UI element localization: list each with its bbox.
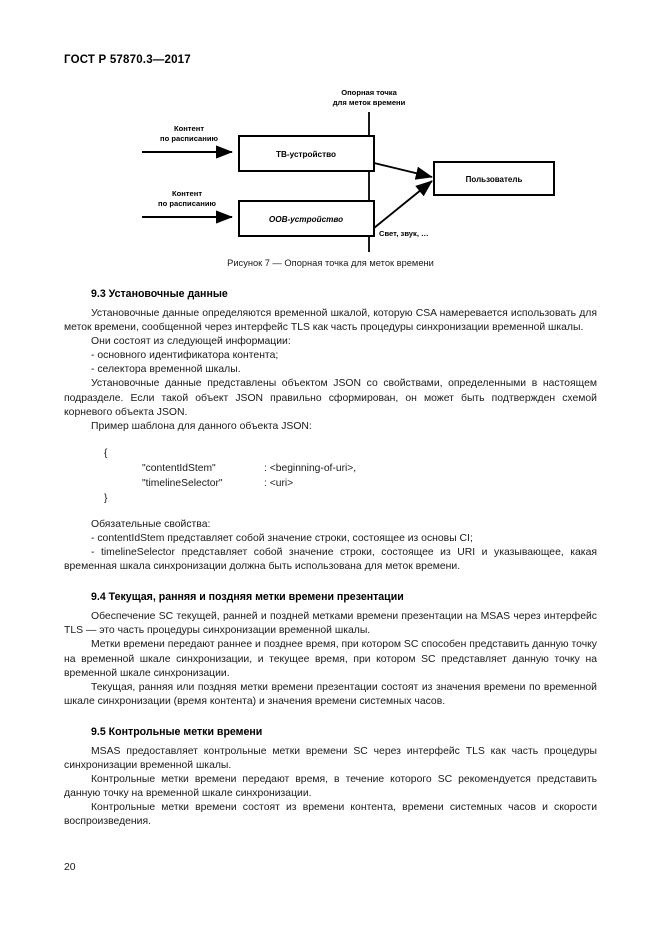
json-line-content-id-stem — [64, 461, 597, 476]
figure-7-diagram — [64, 84, 597, 254]
json-key-content-id-stem: "contentIdStem" — [142, 462, 216, 474]
json-template-block — [64, 446, 597, 506]
json-value-content-id-stem: : <beginning-of-uri>, — [264, 462, 357, 474]
heading-9-3: 9.3 Установочные данные — [91, 288, 228, 300]
figure-7-caption: Рисунок 7 — Опорная точка для меток времени — [227, 258, 434, 268]
json-open-brace: { — [104, 447, 108, 459]
paragraph-9-4-3: Текущая, ранняя или поздняя метки времени презентации состоят из значения времени по временной шкале синхронизации (время контента) и значения времени системных часов. — [64, 681, 597, 707]
paragraph-9-5-2: Контрольные метки времени передают время, в течение которого SC рекомендуется представить данную точку на временной шкале синхронизации. — [64, 774, 597, 800]
list-item-content-id-stem-desc: - contentIdStem представляет собой значение строки, состоящее из основы CI; — [91, 532, 473, 544]
paragraph-9-4-1: Обеспечение SC текущей, ранней и поздней метками времени презентации на MSAS через интерфейс TLS — это часть процедуры синхронизации временной шкалы. — [64, 611, 597, 637]
arrow-tv-to-user — [374, 163, 432, 177]
body-text — [64, 288, 597, 829]
json-key-timeline-selector: "timelineSelector" — [142, 477, 223, 489]
json-close-brace: } — [104, 492, 108, 504]
paragraph-9-4-2: Метки времени передают раннее и позднее время, при котором SC способен представить данную точку на временной шкале синхронизации, и текущее время, при котором SC представляет данную точку на временной шкале синхронизации. — [64, 639, 597, 679]
json-line-timeline-selector — [64, 476, 597, 491]
paragraph-9-3-4: Пример шаблона для данного объекта JSON: — [91, 420, 312, 432]
json-line-close — [64, 491, 597, 506]
input-top-label-line2: по расписанию — [160, 134, 218, 143]
page-number: 20 — [64, 862, 76, 873]
paragraph-required-properties: Обязательные свойства: — [91, 518, 211, 530]
input-bottom-label-line1: Контент — [171, 189, 203, 198]
arrow-oob-to-user — [374, 181, 432, 228]
list-item-timeline-selector-desc: - timelineSelector представляет собой значение строки, состоящее из URI и указывающее, какая временная шкала синхронизации должна быть использована для меток времени. — [64, 547, 597, 573]
figure-7 — [64, 84, 597, 254]
reference-label-line1: Опорная точка — [341, 88, 397, 97]
paragraph-9-3-3: Установочные данные представлены объектом JSON со свойствами, определенными в настоящем подразделе. Если такой объект JSON правильно сформирован, он может быть подтвержден схемой корневого объекта JSON. — [64, 378, 597, 418]
paragraph-9-3-2: Они состоят из следующей информации: — [91, 336, 291, 348]
box-tv-device-label: ТВ-устройство — [275, 150, 337, 159]
input-bottom-label-line2: по расписанию — [158, 199, 216, 208]
heading-9-4: 9.4 Текущая, ранняя и поздняя метки времени презентации — [91, 591, 404, 604]
running-head: ГОСТ Р 57870.3—2017 — [64, 54, 191, 66]
paragraph-9-5-1: MSAS предоставляет контрольные метки времени SC через интерфейс TLS как часть процедуры синхронизации временной шкалы. — [64, 745, 597, 771]
box-oob-device-label: OOB-устройство — [268, 215, 344, 224]
output-label: Свет, звук, … — [379, 229, 429, 238]
input-top-label-line1: Контент — [173, 124, 205, 133]
json-line-open — [64, 446, 597, 461]
reference-label-line2: для меток времени — [332, 98, 406, 107]
paragraph-9-5-3: Контрольные метки времени состоят из времени контента, времени системных часов и скорости воспроизведения. — [64, 802, 597, 828]
box-user-label: Пользователь — [465, 175, 523, 184]
json-value-timeline-selector: : <uri> — [264, 477, 294, 489]
list-item-content-id: - основного идентификатора контента; — [91, 350, 279, 362]
paragraph-9-3-1: Установочные данные определяются временной шкалой, которую CSA намеревается использовать для меток времени, сообщенной через интерфейс TLS как часть процедуры синхронизации временной шкалы. — [64, 308, 597, 334]
list-item-timeline-selector: - селектора временной шкалы. — [91, 364, 241, 376]
heading-9-5: 9.5 Контрольные метки времени — [91, 725, 263, 738]
